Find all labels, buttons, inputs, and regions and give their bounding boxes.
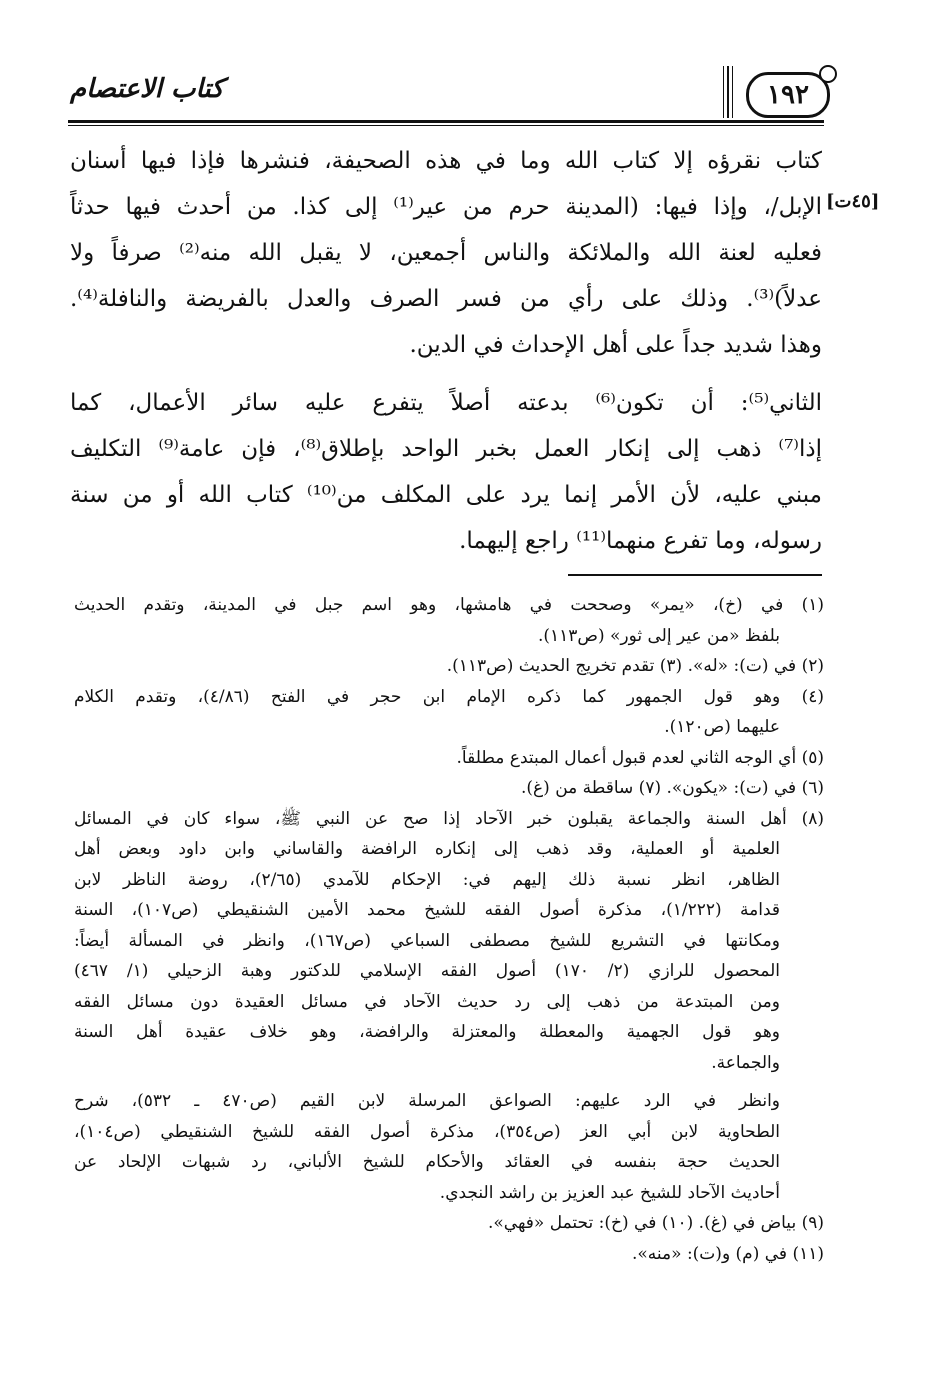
footnote-line: الطحاوية لابن أبي العز (ص٣٥٤)، مذكرة أصول الفقه للشيخ الشنقيطي (ص١٠٤)، [74,1121,780,1142]
footnote-line: المحصول للرازي (٢/ ١٧٠) أصول الفقه الإسلامي للدكتور وهبة الزحيلي (١/ ٤٦٧) [74,961,781,981]
text-line: مبني عليه، لأن الأمر إنما يرد على المكلف من⁽¹⁰⁾ كتاب الله أو من سنة [70,482,823,508]
footnote-line: الحديث حجة بنفسه في العقائد والأحكام للشيخ الألباني، رد شبهات الإلحاد عن [74,1152,780,1172]
text-line: عدلاً)⁽³⁾. وذلك على رأي من فسر الصرف والعدل بالفريضة والنافلة⁽⁴⁾. [70,286,822,312]
footnote-line: الظاهر، انظر نسبة ذلك إليهم في: الإحكام للآمدي (٢/٦٥)، روضة الناظر لابن [74,869,780,890]
header-rule-thin [68,125,824,126]
footnote-line: قدامة (١/٢٢٢)، مذكرة أصول الفقه للشيخ محمد الأمين الشنقيطي (ص١٠٧)، السنة [74,900,780,920]
page-number: ١٩٢ [746,72,830,118]
text-line: إذا⁽⁷⁾ ذهب إلى إنكار العمل بخبر الواحد بإطلاق⁽⁸⁾، فإن عامة⁽⁹⁾ التكليف [70,436,822,462]
footnote-line: (٦) في (ت): «يكون». (٧) ساقطة من (غ). [521,778,824,798]
header-rule [68,120,824,123]
text-line: كتاب نقرؤه إلا كتاب الله وما في هذه الصحيفة، فنشرها فإذا فيها أسنان [70,148,822,174]
footnote-line: أحاديث الآحاد للشيخ عبد العزيز بن راشد النجدي. [439,1182,780,1203]
footnote-line: ومن المبتدعة من ذهب إلى رد حديث الآحاد في مسائل العقيدة دون مسائل الفقه [74,991,780,1012]
header-ornament [723,66,733,118]
main-text [70,138,822,564]
footnotes [74,590,824,1269]
page-header [68,66,824,128]
text-line: وهذا شديد جداً على أهل الإحداث في الدين. [409,332,822,358]
footnote-separator [568,574,822,576]
text-line: رسوله، وما تفرع منهما⁽¹¹⁾ راجع إليهما. [459,528,822,554]
text-line: فعليه لعنة الله والملائكة والناس أجمعين، لا يقبل الله منه⁽²⁾ صرفاً ولا [70,240,823,266]
footnote-line: (٨) أهل السنة والجماعة يقبلون خبر الآحاد إذا صح عن النبي ﷺ، سواء كان في المسائل [74,808,824,829]
footnote-line: وانظر في الرد عليهم: الصواعق المرسلة لابن القيم (ص٤٧٠ ـ ٥٣٢)، شرح [74,1091,780,1111]
footnote-line: (٥) أي الوجه الثاني لعدم قبول أعمال المبتدع مطلقاً. [456,747,824,768]
footnote-line: (٩) بياض في (غ). (١٠) في (خ): تحتمل «فهي». [487,1213,824,1233]
footnote-line: ومكانتها في التشريع للشيخ مصطفى السباعي (ص١٦٧)، وانظر في المسألة أيضاً: [74,930,780,951]
footnote-line: عليهما (ص١٢٠). [664,717,780,737]
running-title: كتاب الاعتصام [70,74,224,104]
footnote-line: (٢) في (ت): «له». (٣) تقدم تخريج الحديث (ص١١٣). [446,656,824,676]
footnote-line: (٤) وهو قول الجمهور كما ذكره الإمام ابن حجر في الفتح (٤/٨٦)، وتقدم الكلام [74,686,824,707]
margin-reference: [٤٥ت] [826,191,880,212]
footnote-line: وهو قول الجهمية والمعطلة والمعتزلة والرافضة، وهو خلاف عقيدة أهل السنة [74,1022,780,1042]
footnote-line: العلمية أو العملية، وقد ذهب إلى إنكاره الرافضة والقاساني وابن داود وبعض أهل [74,839,780,859]
footnote-line: (١١) في (م) و(ت): «منه». [631,1243,824,1264]
footnote-line: بلفظ «من عير إلى ثور» (ص١١٣). [537,625,780,646]
text-line: الثاني⁽⁵⁾: أن تكون⁽⁶⁾ بدعته أصلاً يتفرع عليه سائر الأعمال، كما [70,390,823,416]
text-line: الإبل/، وإذا فيها: (المدينة حرم من عير⁽¹⁾ إلى كذا. من أحدث فيها حدثاً [70,194,823,220]
footnote-line: والجماعة. [711,1052,780,1073]
footnote-line: (١) في (خ)، «يمر» وصححت في هامشها، وهو اسم جبل في المدينة، وتقدم الحديث [74,595,824,615]
